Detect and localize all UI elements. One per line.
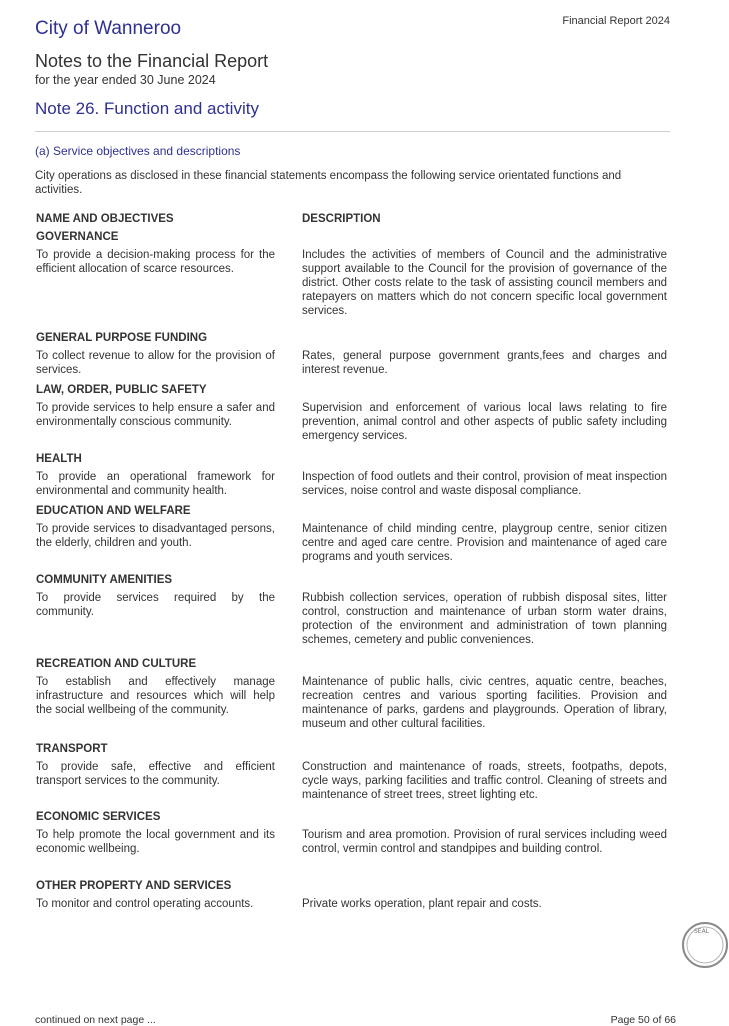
function-description: Includes the activities of members of Council and the administrative support available to the Council for the provision of governance of the district. Other costs relate to the task of assisting council members and ratepayers on matters which do not concern specific local government services. [302, 249, 667, 317]
function-objective: To provide a decision-making process for the efficient allocation of scarce resources. [36, 249, 275, 275]
report-tag: Financial Report 2024 [562, 15, 670, 27]
function-name: GENERAL PURPOSE FUNDING [36, 332, 208, 344]
function-description: Tourism and area promotion. Provision of rural services including weed control, vermin control and standpipes and building control. [302, 829, 667, 855]
function-name: TRANSPORT [36, 743, 108, 755]
column-header-name-objectives: NAME AND OBJECTIVES [36, 213, 174, 225]
function-objective: To provide services to disadvantaged persons, the elderly, children and youth. [36, 523, 275, 549]
function-objective: To collect revenue to allow for the provision of services. [36, 350, 275, 376]
function-objective: To provide safe, effective and efficient transport services to the community. [36, 761, 275, 787]
function-name: OTHER PROPERTY AND SERVICES [36, 880, 232, 892]
page-title: Notes to the Financial Report [35, 51, 269, 71]
function-objective: To provide services to help ensure a safer and environmentally conscious community. [36, 402, 275, 428]
function-description: Rubbish collection services, operation of rubbish disposal sites, litter control, construction and maintenance of urban storm water drains, protection of the environment and administration of town planning schemes, cemetery and public conveniences. [302, 592, 667, 646]
note-title: Note 26. Function and activity [35, 99, 259, 118]
divider [35, 131, 670, 132]
function-description: Maintenance of child minding centre, playgroup centre, senior citizen centre and aged care centre. Provision and maintenance of aged care programs and youth services. [302, 523, 667, 563]
function-description: Maintenance of public halls, civic centres, aquatic centre, beaches, recreation centres and various sporting facilities. Provision and maintenance of parks, gardens and playgrounds. Operation of library, museum and other cultural facilities. [302, 676, 667, 730]
function-description: Private works operation, plant repair and costs. [302, 898, 542, 910]
function-objective: To provide services required by the community. [36, 592, 275, 618]
section-title: (a) Service objectives and descriptions [35, 144, 241, 158]
function-name: ECONOMIC SERVICES [36, 811, 161, 823]
function-name: EDUCATION AND WELFARE [36, 505, 191, 517]
function-description: Supervision and enforcement of various local laws relating to fire prevention, animal control and other aspects of public safety including emergency services. [302, 402, 667, 442]
function-objective: To provide an operational framework for environmental and community health. [36, 471, 275, 497]
page-number: Page 50 of 66 [610, 1014, 676, 1026]
function-objective: To monitor and control operating accounts. [36, 898, 254, 910]
audit-seal-icon [681, 921, 729, 969]
page-subtitle: for the year ended 30 June 2024 [35, 73, 216, 87]
function-description: Rates, general purpose government grants,fees and charges and interest revenue. [302, 350, 667, 376]
function-description: Inspection of food outlets and their control, provision of meat inspection services, noise control and waste disposal compliance. [302, 471, 667, 497]
function-name: GOVERNANCE [36, 231, 119, 243]
function-description: Construction and maintenance of roads, streets, footpaths, depots, cycle ways, parking facilities and traffic control. Cleaning of streets and maintenance of street trees, street lighting etc. [302, 761, 667, 801]
function-objective: To help promote the local government and its economic wellbeing. [36, 829, 275, 855]
function-name: RECREATION AND CULTURE [36, 658, 197, 670]
organisation-name: City of Wanneroo [35, 18, 182, 39]
seal-text: SEAL [694, 928, 710, 935]
section-intro: City operations as disclosed in these financial statements encompass the following service orientated functions and activities. [35, 170, 622, 196]
function-name: HEALTH [36, 453, 82, 465]
column-header-description: DESCRIPTION [302, 213, 381, 225]
continued-note: continued on next page ... [35, 1014, 156, 1026]
function-objective: To establish and effectively manage infrastructure and resources which will help the social wellbeing of the community. [36, 676, 275, 716]
function-name: COMMUNITY AMENITIES [36, 574, 173, 586]
function-name: LAW, ORDER, PUBLIC SAFETY [36, 384, 207, 396]
